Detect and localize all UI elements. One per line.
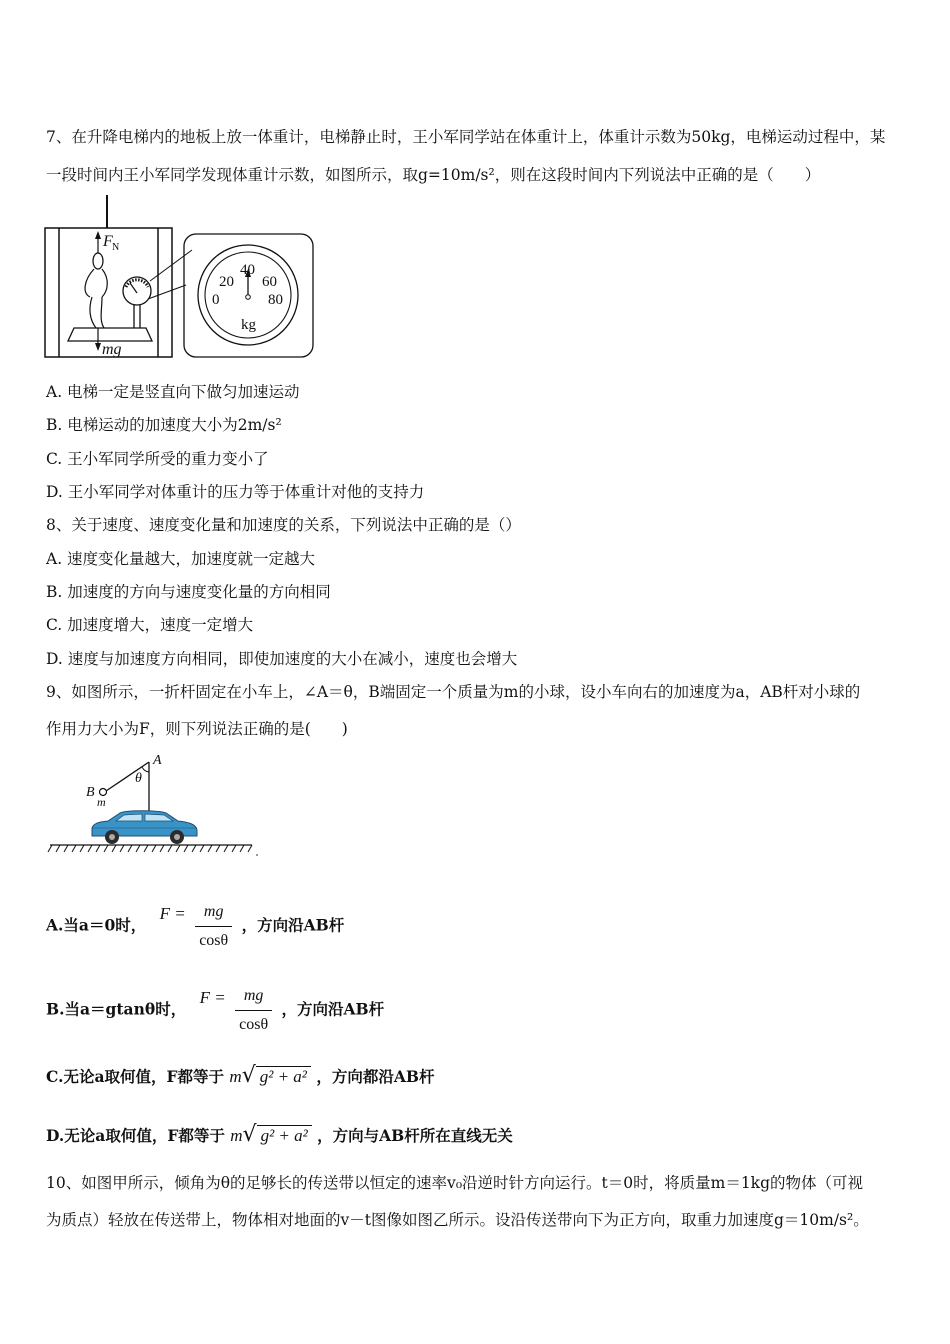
q9-option-b [46, 982, 384, 1039]
q8-option-d: D. 速度与加速度方向相同，即使加速度的大小在减小，速度也会增大 [46, 650, 518, 668]
q7-stem-line2: 一段时间内王小军同学发现体重计示数，如图所示，取g=10m/s²，则在这段时间内下列说法中正确的是（ ） [46, 166, 821, 184]
q9-option-d-prefix: D.无论a取何值，F都等于 [46, 1126, 225, 1145]
q9-option-b-fraction [235, 982, 272, 1039]
q9-option-a-numerator: mg [195, 898, 232, 927]
q7-stem-line1: 7、在升降电梯内的地板上放一体重计，电梯静止时，王小军同学站在体重计上，体重计示数为50kg，电梯运动过程中，某 [46, 128, 886, 146]
sqrt-icon: √ [242, 1122, 257, 1147]
q9-label-a: A [153, 753, 162, 768]
q9-option-b-numerator: mg [235, 982, 272, 1011]
q7-option-d: D. 王小军同学对体重计的压力等于体重计对他的支持力 [46, 483, 425, 501]
dial-tick-0: 0 [212, 292, 220, 308]
dial-unit: kg [241, 317, 256, 333]
dial-tick-20: 20 [219, 274, 234, 290]
q9-option-d-mass: m [230, 1126, 243, 1145]
q9-car-figure [46, 750, 261, 858]
q9-label-b: B [86, 785, 95, 800]
q9-label-m: m [97, 795, 106, 809]
q10-stem-line2: 为质点）轻放在传送带上，物体相对地面的v－t图像如图乙所示。设沿传送带向下为正方向，取重力加速度g＝10m/s²。 [46, 1211, 869, 1229]
q9-option-a-lhs: F = [159, 903, 186, 923]
q8-option-a: A. 速度变化量越大，加速度就一定越大 [46, 550, 316, 568]
q9-label-theta: θ [135, 771, 142, 786]
q9-option-c-suffix: ，方向都沿AB杆 [316, 1067, 435, 1086]
q9-stem-line2: 作用力大小为F，则下列说法正确的是( ) [46, 720, 348, 738]
dial-tick-40: 40 [240, 262, 255, 278]
sqrt-icon: √ [241, 1063, 256, 1088]
q9-option-b-denominator: cosθ [239, 1016, 269, 1033]
dial-tick-60: 60 [262, 274, 277, 290]
q9-option-b-prefix: B.当a＝gtanθ时， [46, 999, 187, 1019]
q10-stem-line1: 10、如图甲所示，倾角为θ的足够长的传送带以恒定的速率v₀沿逆时针方向运行。t＝0时，将质量m＝1kg的物体（可视 [46, 1174, 863, 1192]
q9-option-a-denominator: cosθ [199, 932, 229, 949]
q9-option-d-radicand: g² + a² [257, 1125, 312, 1145]
q7-fn-subscript: N [112, 242, 120, 253]
q8-option-b: B. 加速度的方向与速度变化量的方向相同 [46, 583, 331, 601]
q7-option-a: A. 电梯一定是竖直向下做匀加速运动 [46, 383, 300, 401]
q9-option-a-prefix: A.当a＝0时， [46, 915, 147, 935]
q9-option-a [46, 898, 344, 955]
q8-stem: 8、关于速度、速度变化量和加速度的关系，下列说法中正确的是（） [46, 516, 521, 534]
q7-mg-label: mg [102, 341, 122, 358]
q9-option-d [46, 1121, 513, 1150]
q9-option-c-prefix: C.无论a取何值，F都等于 [46, 1067, 225, 1086]
q9-option-a-fraction [195, 898, 232, 955]
q8-option-c: C. 加速度增大，速度一定增大 [46, 616, 254, 634]
q9-option-d-suffix: ，方向与AB杆所在直线无关 [317, 1126, 513, 1145]
q9-option-c [46, 1062, 434, 1091]
q9-option-c-mass: m [229, 1067, 242, 1086]
q7-fn-label: F [103, 233, 113, 250]
q9-option-b-lhs: F = [199, 987, 226, 1007]
q7-option-c: C. 王小军同学所受的重力变小了 [46, 450, 269, 468]
q7-option-b: B. 电梯运动的加速度大小为2m/s² [46, 416, 282, 434]
dial-tick-80: 80 [268, 292, 283, 308]
q9-option-a-suffix: ，方向沿AB杆 [241, 915, 345, 935]
q7-elevator-figure [44, 195, 316, 361]
q9-stem-line1: 9、如图所示，一折杆固定在小车上，∠A＝θ，B端固定一个质量为m的小球，设小车向右的加速度为a，AB杆对小球的 [46, 683, 861, 701]
q9-option-b-suffix: ，方向沿AB杆 [281, 999, 385, 1019]
q9-option-c-radicand: g² + a² [256, 1066, 311, 1086]
